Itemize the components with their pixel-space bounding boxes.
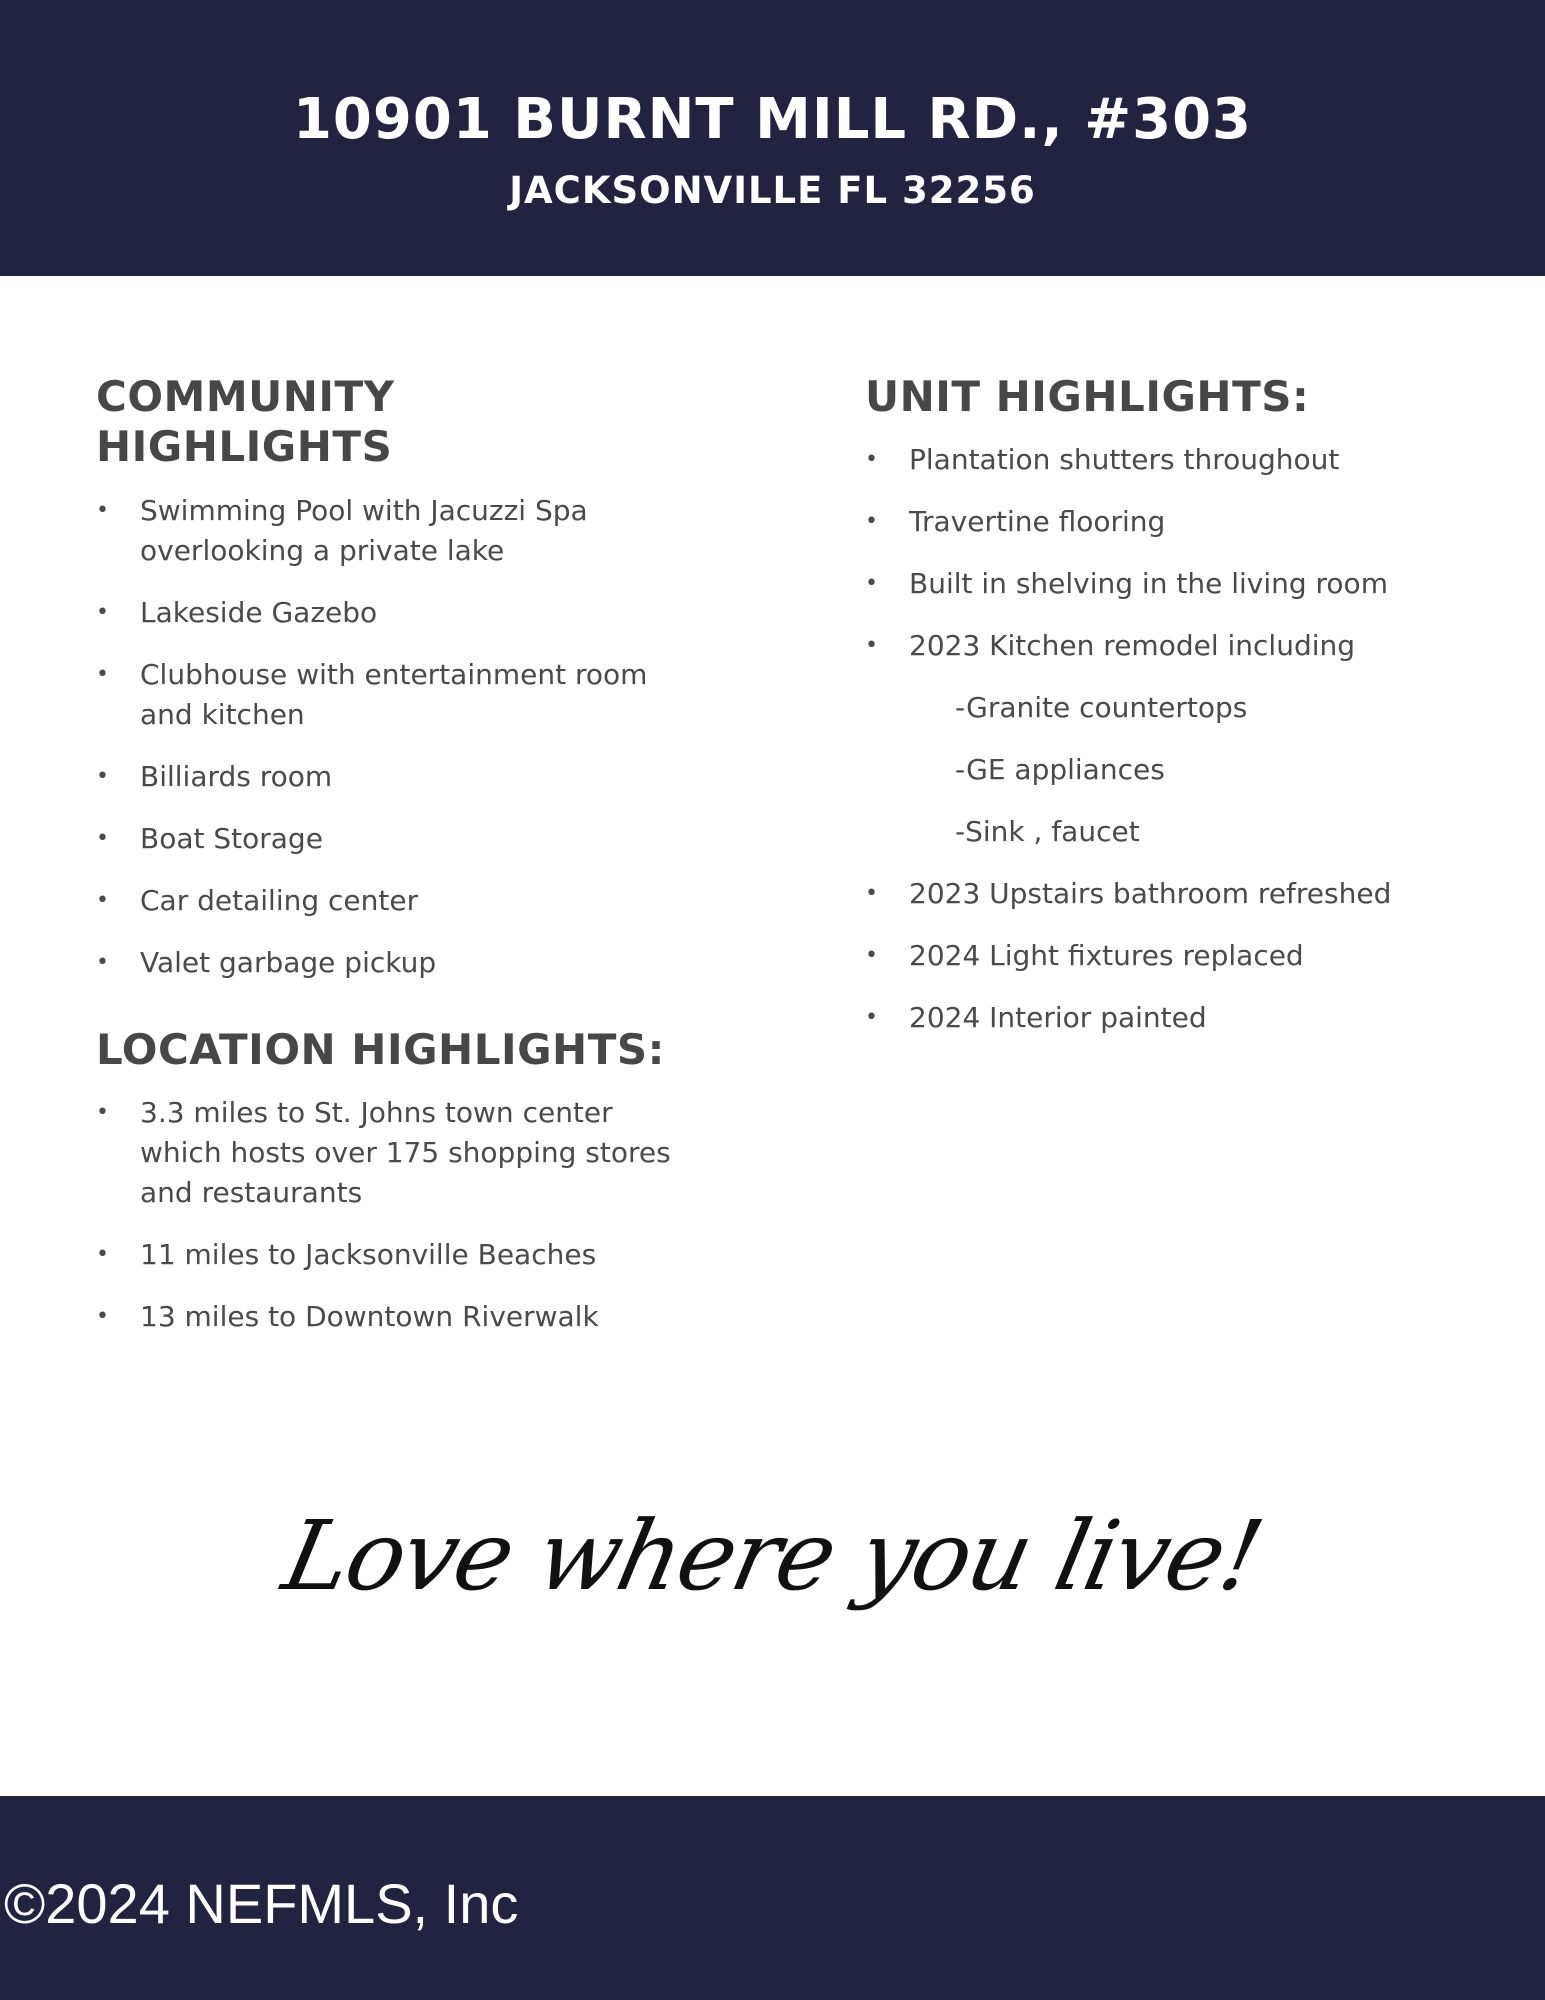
list-item: • Built in shelving in the living room (865, 567, 1388, 601)
section-heading: COMMUNITY HIGHLIGHTS (96, 372, 395, 472)
section-heading: LOCATION HIGHLIGHTS: (96, 1025, 665, 1074)
list-item-text: Boat Storage (140, 821, 323, 855)
script-tagline: Love where you live! (274, 1500, 1271, 1612)
list-item: • Valet garbage pickup (96, 945, 437, 979)
list-item: • 2024 Light fixtures replaced (865, 939, 1304, 973)
list-item-text: Lakeside Gazebo (140, 595, 378, 629)
list-item: • Swimming Pool with Jacuzzi Spa overlooking a private lake (96, 493, 588, 567)
list-item: • 2023 Kitchen remodel including (865, 629, 1356, 663)
property-city: JACKSONVILLE FL 32256 (509, 169, 1036, 212)
list-item-text: Travertine flooring (909, 505, 1166, 539)
list-item: • 11 miles to Jacksonville Beaches (96, 1238, 597, 1272)
list-item-text: 2024 Light fixtures replaced (909, 939, 1304, 973)
copyright-text: ©2024 NEFMLS, Inc (4, 1872, 519, 1935)
section-heading: UNIT HIGHLIGHTS: (865, 372, 1310, 421)
unit-highlights-section (865, 372, 1485, 1060)
sub-list-item: -GE appliances (955, 753, 1165, 787)
sub-list-item: -Granite countertops (955, 691, 1248, 725)
community-highlights-section (96, 372, 696, 1005)
list-item-text: Billiards room (140, 759, 333, 793)
header-banner (0, 0, 1545, 276)
list-item: • 3.3 miles to St. Johns town center which hosts over 175 shopping stores and restaurants (96, 1096, 671, 1210)
list-item-text: 2023 Kitchen remodel including (909, 629, 1356, 663)
list-item: • Plantation shutters throughout (865, 443, 1340, 477)
list-item: • Travertine flooring (865, 505, 1166, 539)
list-item: • Lakeside Gazebo (96, 595, 378, 629)
location-highlights-section (96, 1025, 696, 1359)
property-address: 10901 BURNT MILL RD., #303 (292, 87, 1253, 152)
list-item-text: Plantation shutters throughout (909, 443, 1340, 477)
list-item-text: Built in shelving in the living room (909, 567, 1388, 601)
list-item-text: 13 miles to Downtown Riverwalk (140, 1300, 599, 1334)
list-item-text: 3.3 miles to St. Johns town center which hosts over 175 shopping stores and restaurants (140, 1096, 671, 1210)
list-item: • 2024 Interior painted (865, 1001, 1207, 1035)
list-item-text: Swimming Pool with Jacuzzi Spa overlooking a private lake (140, 493, 588, 567)
list-item-text: 2023 Upstairs bathroom refreshed (909, 877, 1392, 911)
list-item: • 2023 Upstairs bathroom refreshed (865, 877, 1392, 911)
list-item: • 13 miles to Downtown Riverwalk (96, 1300, 599, 1334)
list-item: • Boat Storage (96, 821, 323, 855)
list-item: • Clubhouse with entertainment room and kitchen (96, 657, 648, 731)
list-item-text: 2024 Interior painted (909, 1001, 1207, 1035)
list-item: • Car detailing center (96, 883, 419, 917)
list-item-text: Car detailing center (140, 883, 419, 917)
sub-list-item: -Sink , faucet (955, 815, 1140, 849)
list-item-text: Valet garbage pickup (140, 945, 437, 979)
list-item: • Billiards room (96, 759, 333, 793)
list-item-text: Clubhouse with entertainment room and kitchen (140, 657, 648, 731)
list-item-text: 11 miles to Jacksonville Beaches (140, 1238, 597, 1272)
footer-banner (0, 1796, 1545, 2000)
